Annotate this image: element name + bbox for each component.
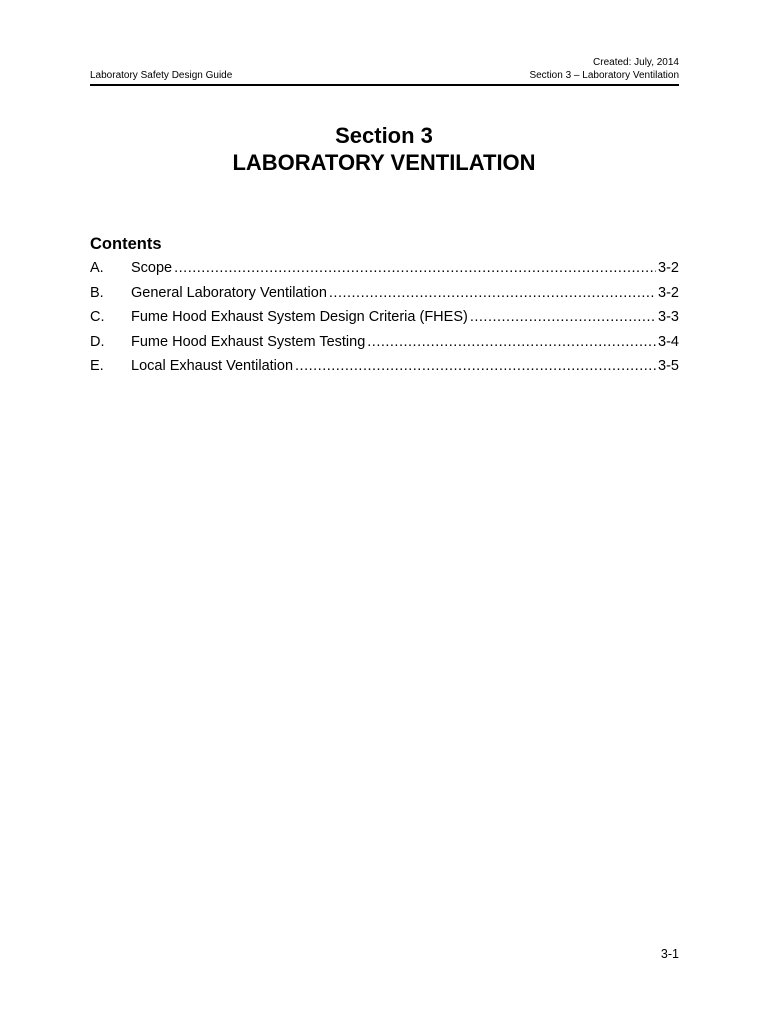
toc-entry-title: Local Exhaust Ventilation	[131, 358, 294, 374]
contents-heading: Contents	[90, 235, 162, 253]
toc-entry-local-exhaust-ventilation[interactable]	[90, 354, 679, 379]
header-guide-title: Laboratory Safety Design Guide	[90, 70, 233, 81]
toc-dot-leader	[470, 305, 656, 330]
header-created-date: Created: July, 2014	[593, 57, 679, 68]
header-right	[529, 57, 679, 82]
header-section-title: Section 3 – Laboratory Ventilation	[529, 69, 679, 81]
page-number: 3-1	[660, 947, 679, 961]
toc-entry-general-laboratory-ventilation[interactable]	[90, 281, 679, 306]
toc-entry-title: Scope	[131, 260, 173, 276]
toc-entry-letter: E.	[90, 358, 104, 374]
toc-entry-letter: D.	[90, 333, 105, 350]
section-number-title: Section 3	[335, 123, 433, 148]
section-name-title: LABORATORY VENTILATION	[232, 150, 536, 175]
toc-entry-title: General Laboratory Ventilation	[131, 284, 327, 301]
toc-entry-page: 3-3	[658, 309, 679, 325]
toc-entry-page: 3-5	[658, 358, 679, 374]
toc-entry-letter: B.	[90, 284, 104, 301]
toc-dot-leader	[174, 256, 656, 281]
toc-entry-page: 3-4	[658, 333, 679, 350]
toc-dot-leader	[295, 354, 656, 379]
toc-entry-title: Fume Hood Exhaust System Testing	[131, 333, 366, 350]
toc-entry-letter: C.	[90, 309, 105, 325]
header-divider	[90, 84, 679, 86]
toc-entry-fume-hood-testing[interactable]	[90, 330, 679, 355]
toc-dot-leader	[367, 330, 656, 355]
toc-entry-title: Fume Hood Exhaust System Design Criteria (FHES)	[131, 309, 468, 325]
table-of-contents	[90, 256, 679, 379]
toc-entry-letter: A.	[90, 260, 104, 276]
toc-entry-page: 3-2	[658, 284, 679, 301]
toc-entry-page: 3-2	[658, 260, 679, 276]
toc-entry-fume-hood-design-criteria[interactable]	[90, 305, 679, 330]
toc-dot-leader	[329, 281, 656, 306]
toc-entry-scope[interactable]	[90, 256, 679, 281]
